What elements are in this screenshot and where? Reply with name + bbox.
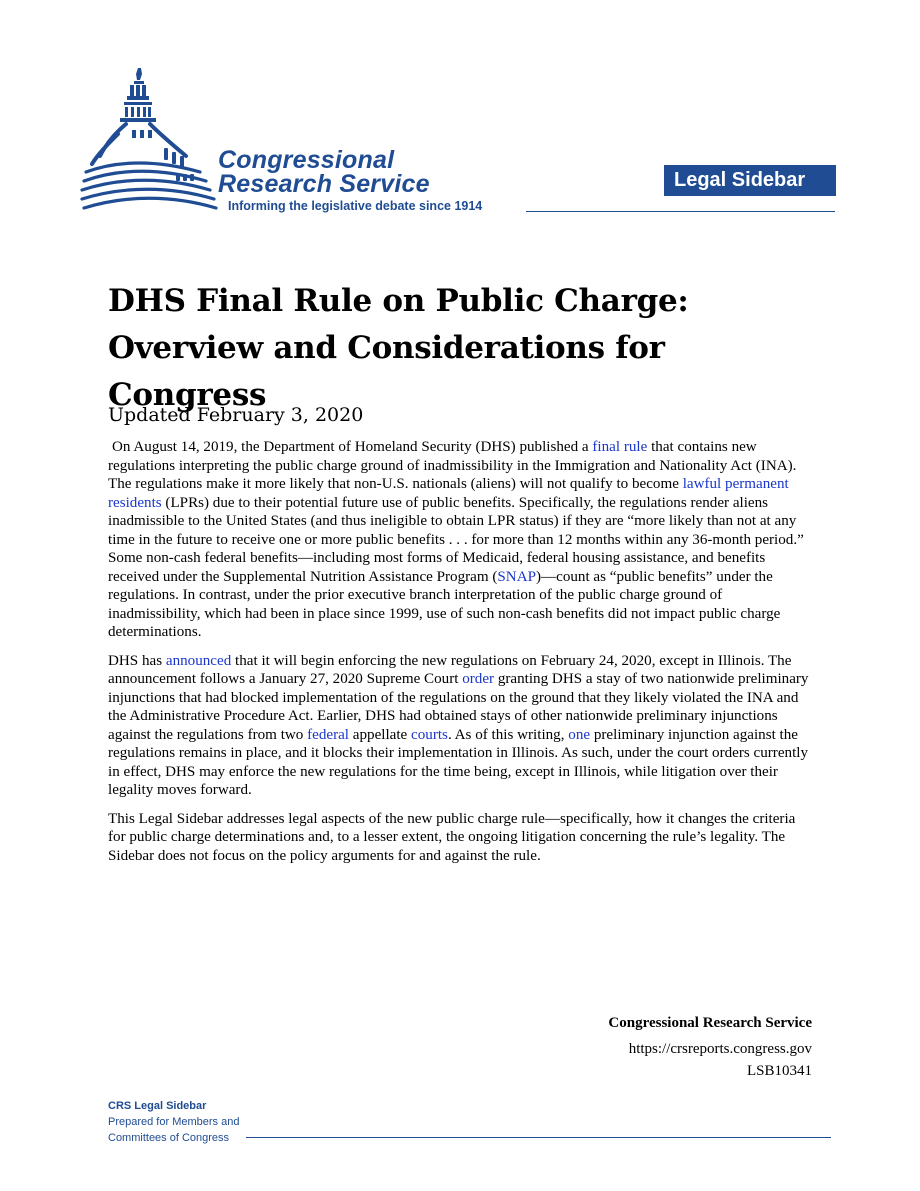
body-text: . As of this writing,	[447, 726, 569, 743]
inline-link-lawful-permanent-residents[interactable]: lawful permanent residents	[108, 476, 789, 511]
footer-divider	[246, 1137, 831, 1138]
body-text: that it will begin enforcing the new regulations on February 24, 2020, except in Illinois. The announcement follows a January 27, 2020 Supreme Court	[108, 652, 792, 687]
inline-link-order[interactable]: order	[462, 671, 495, 687]
body-paragraph	[108, 438, 816, 642]
logo-tagline: Informing the legislative debate since 1914	[228, 199, 483, 213]
body-text: On August 14, 2019, the Department of Homeland Security (DHS) published a	[112, 439, 593, 455]
body-paragraph	[108, 652, 816, 800]
updated-date: Updated February 3, 2020	[108, 404, 364, 426]
body-text: preliminary injunction against the regulations remains in place, and it blocks their implementation in Illinois. As such, under the court orders currently in effect, DHS may enforce the new regulations for the time being, except in Illinois, while litigation over their legality moves forward.	[108, 726, 809, 798]
body-text: that contains new regulations interpreting the public charge ground of inadmissibility in the Immigration and Nationality Act (INA). The regulations make it more likely that non-U.S. nationals (aliens) will not qualify to become	[108, 439, 797, 492]
crs-info-block	[460, 1012, 812, 1082]
capitol-dome-icon	[78, 64, 218, 214]
footer	[108, 1098, 239, 1146]
footer-title: CRS Legal Sidebar	[108, 1100, 207, 1112]
body-paragraph	[108, 810, 816, 866]
crs-logo	[78, 64, 548, 224]
footer-line-2: Prepared for Members and	[108, 1116, 240, 1128]
inline-link-federal[interactable]: federal	[307, 726, 350, 743]
footer-line-3: Committees of Congress	[108, 1132, 230, 1144]
document-body	[108, 438, 816, 875]
body-text: granting DHS a stay of two nationwide preliminary injunctions that had blocked implementation of the regulations on the ground that they likely violated the INA and the Administrative Procedure Act. Earlier, DHS had obtained stays of other nationwide preliminary injunctions against the regulations from two	[108, 671, 809, 743]
body-text: DHS has	[108, 652, 166, 669]
body-text: (LPRs) due to their potential future use of public benefits. Specifically, the regulations render aliens inadmissible to the United States (and thus ineligible to obtain LPR status) if they are “more likely than not at any time in the future to receive one or more public benefits . . . for more than 12 months within any 36-month period.” Some non-cash federal benefits—including most forms of Medicaid, federal housing assistance, and benefits received under the Supplemental Nutrition Assistance Program (	[108, 494, 804, 585]
crs-org-name: Congressional Research Service	[608, 1015, 812, 1031]
inline-link-one[interactable]: one	[568, 726, 591, 743]
inline-link-announced[interactable]: announced	[165, 652, 232, 669]
logo-wordmark-line1: Congressional	[218, 146, 395, 174]
body-text: appellate	[349, 726, 412, 743]
page-title: DHS Final Rule on Public Charge: Overview and Considerations for Congress	[108, 283, 689, 413]
logo-wordmark-line2: Research Service	[218, 170, 430, 198]
body-text: )—count as “public benefits” under the regulations. In contrast, under the prior executive branch interpretation of the public charge ground of inadmissibility, which had been in place since 1999, use of such non-cash benefits did not impact public charge determinations.	[108, 568, 781, 640]
inline-link-snap[interactable]: SNAP	[497, 568, 536, 585]
product-label: Legal Sidebar	[664, 165, 836, 196]
header-divider	[526, 211, 835, 212]
body-text: This Legal Sidebar addresses legal aspects of the new public charge rule—specifically, how it changes the criteria for public charge determinations and, to a lesser extent, the ongoing litigation concerning the rule’s legality. The Sidebar does not focus on the policy arguments for and against the rule.	[108, 810, 796, 864]
report-id: LSB10341	[746, 1063, 812, 1079]
inline-link-final-rule[interactable]: final rule	[592, 439, 648, 455]
crs-url-text: https://crsreports.congress.gov	[628, 1041, 812, 1057]
inline-link-courts[interactable]: courts	[411, 726, 448, 743]
